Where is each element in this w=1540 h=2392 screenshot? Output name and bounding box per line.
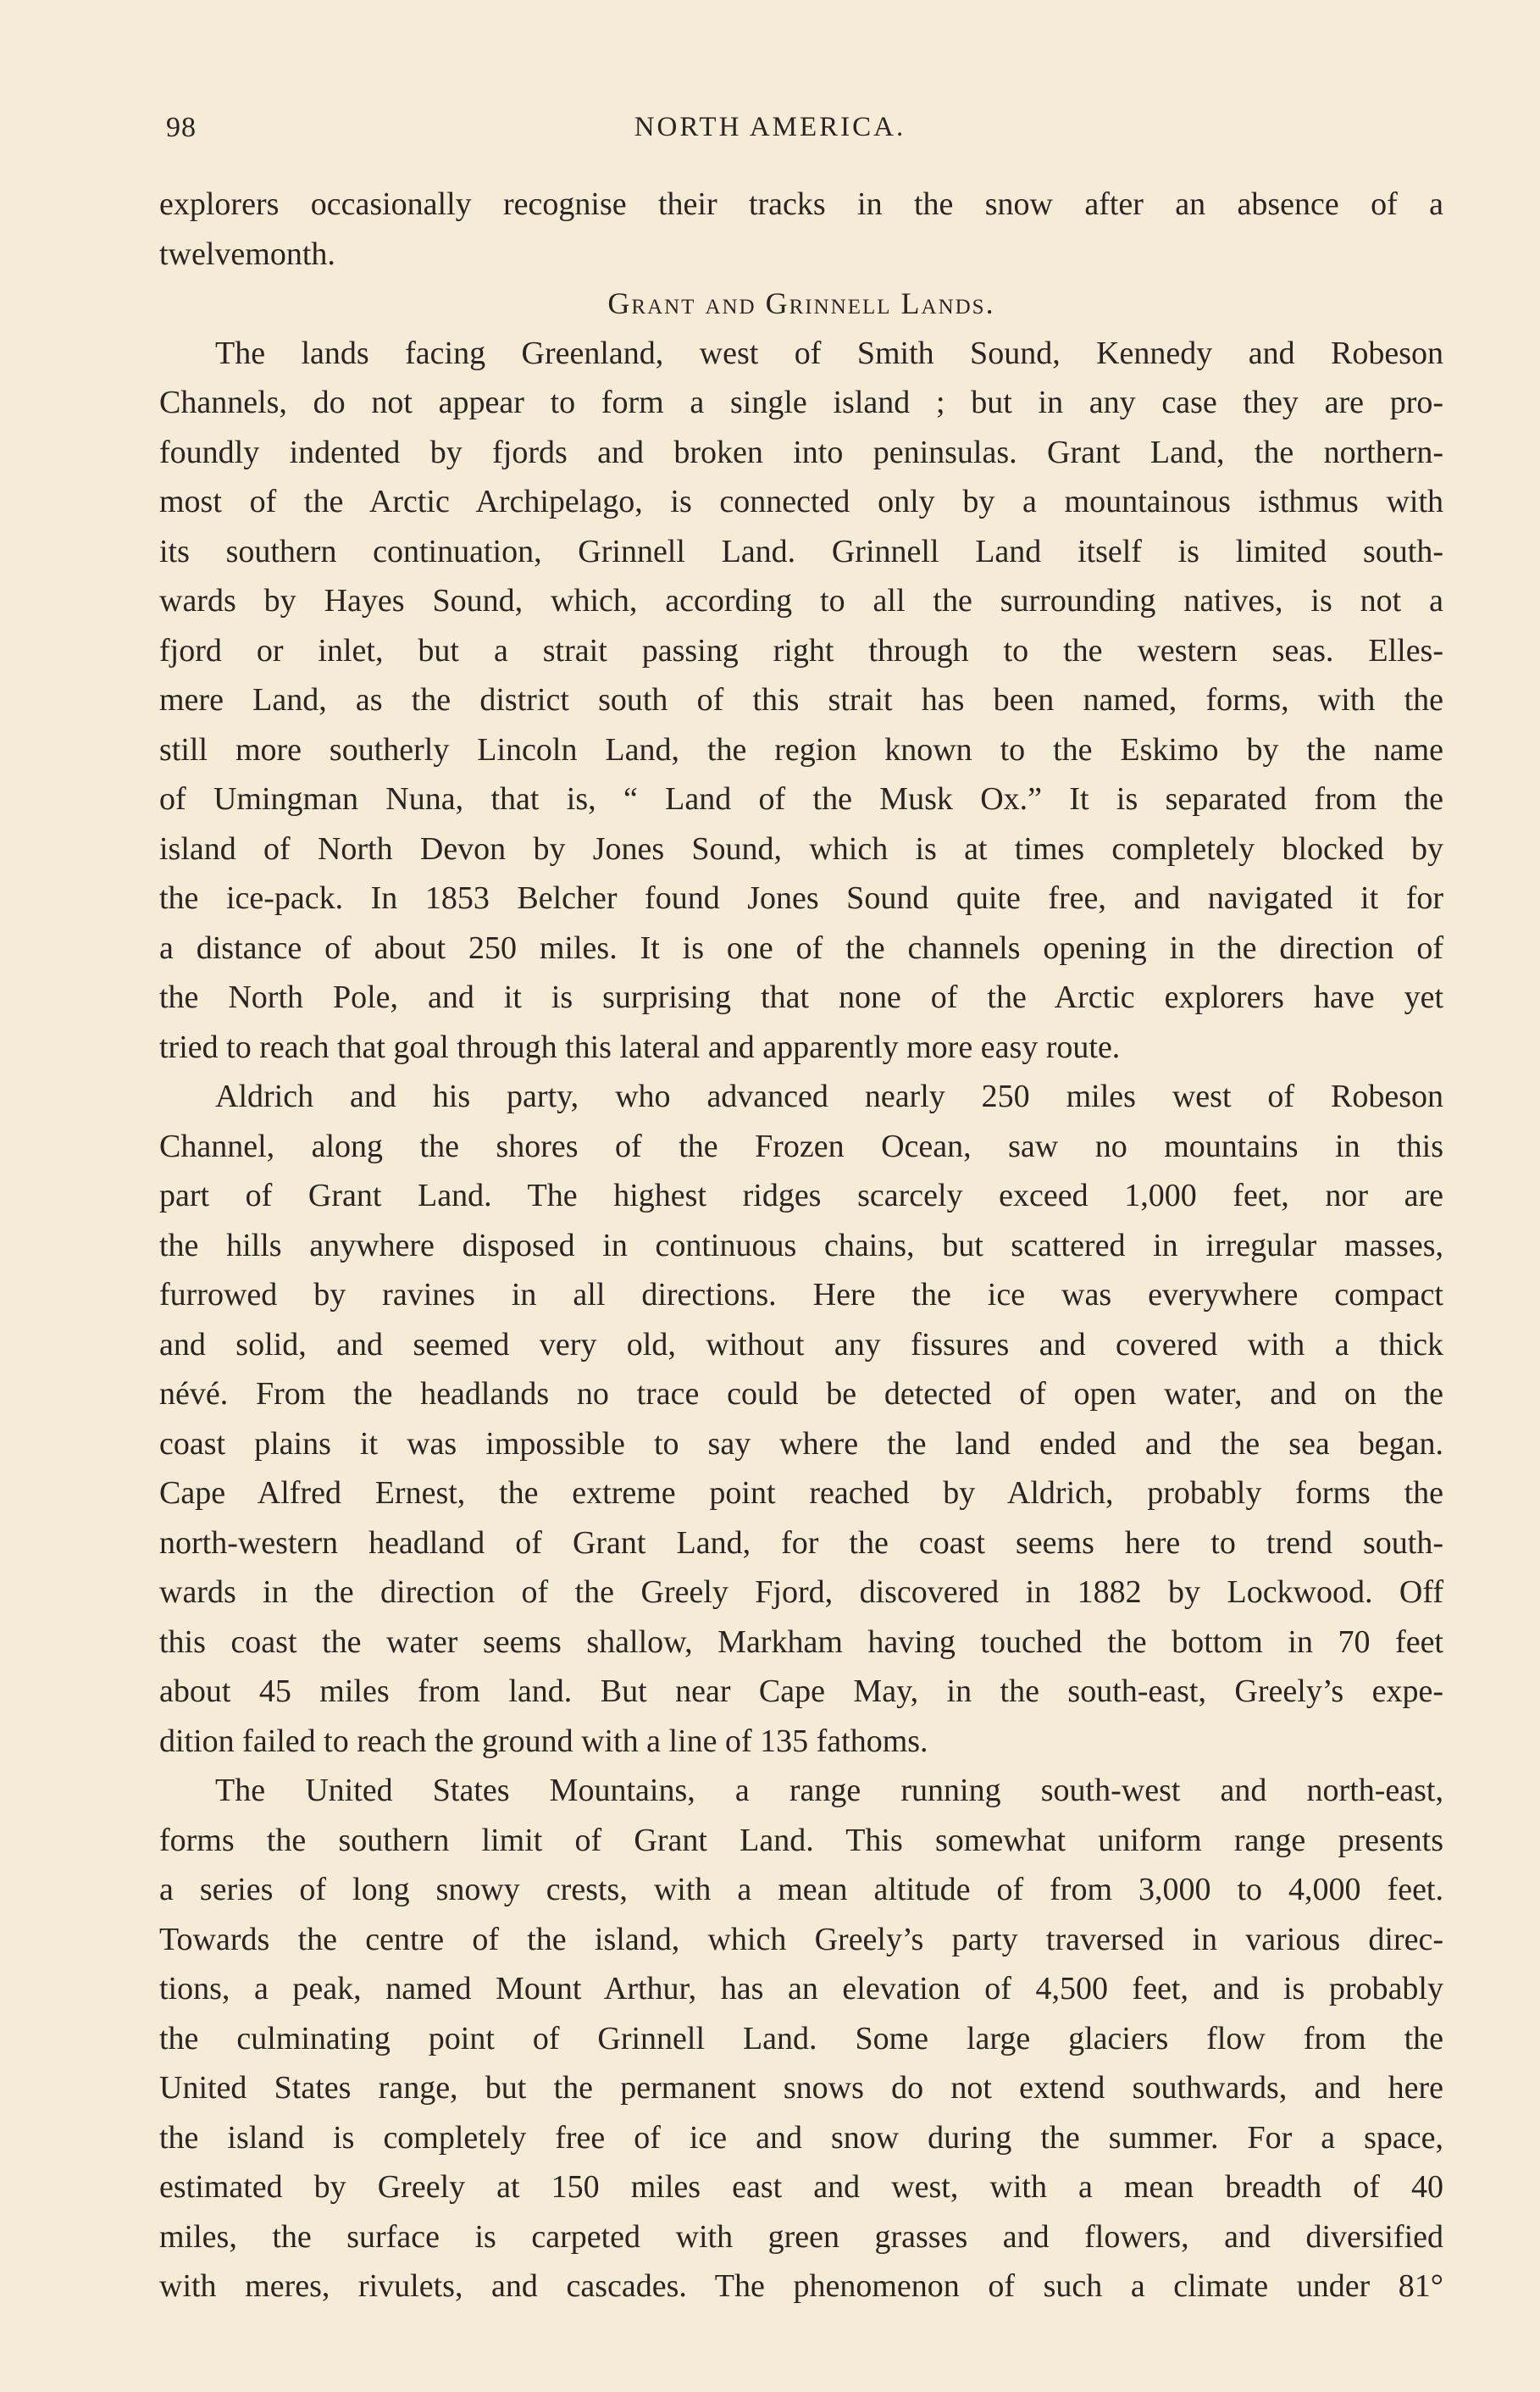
text-line: a series of long snowy crests, with a mean altitude of from 3,000 to 4,000 feet. (159, 1872, 1443, 1907)
text-line: of Umingman Nuna, that is, “ Land of the Musk Ox.” It is separated from the (159, 781, 1443, 817)
page-number: 98 (166, 112, 197, 143)
body-text (159, 180, 1443, 2312)
text-line: forms the southern limit of Grant Land. This somewhat uniform range presents (159, 1822, 1443, 1858)
running-title: NORTH AMERICA. (634, 112, 906, 142)
section-heading: Grant and Grinnell Lands. (607, 286, 995, 320)
text-line: dition failed to reach the ground with a line of 135 fathoms. (159, 1723, 928, 1759)
text-line: furrowed by ravines in all directions. Here the ice was everywhere compact (159, 1277, 1443, 1313)
text-line: wards in the direction of the Greely Fjord, discovered in 1882 by Lockwood. Off (159, 1574, 1443, 1610)
text-line: The United States Mountains, a range running south-west and north-east, (215, 1773, 1443, 1808)
text-line: north-western headland of Grant Land, for the coast seems here to trend south- (159, 1524, 1443, 1561)
text-line: the North Pole, and it is surprising that none of the Arctic explorers have yet (159, 980, 1443, 1015)
text-line: still more southerly Lincoln Land, the region known to the Eskimo by the name (159, 731, 1443, 768)
text-line: its southern continuation, Grinnell Land. Grinnell Land itself is limited south- (159, 533, 1443, 569)
text-line: wards by Hayes Sound, which, according to all the surrounding natives, is not a (159, 583, 1443, 619)
text-line: fjord or inlet, but a strait passing right through to the western seas. Elles- (159, 632, 1443, 669)
text-line: Channels, do not appear to form a single island ; but in any case they are pro- (159, 385, 1443, 420)
text-line: Cape Alfred Ernest, the extreme point reached by Aldrich, probably forms the (159, 1475, 1443, 1511)
text-line: a distance of about 250 miles. It is one of the channels opening in the direction of (159, 930, 1443, 966)
text-line: the ice-pack. In 1853 Belcher found Jones Sound quite free, and navigated it for (159, 880, 1443, 916)
text-line: névé. From the headlands no trace could be detected of open water, and on the (159, 1376, 1443, 1412)
text-line: foundly indented by fjords and broken into peninsulas. Grant Land, the northern- (159, 434, 1443, 470)
text-line: Channel, along the shores of the Frozen Ocean, saw no mountains in this (159, 1128, 1443, 1164)
text-line: explorers occasionally recognise their tracks in the snow after an absence of a (159, 186, 1443, 222)
text-line: about 45 miles from land. But near Cape May, in the south-east, Greely’s expe- (159, 1673, 1443, 1709)
text-line: most of the Arctic Archipelago, is connected only by a mountainous isthmus with (159, 484, 1443, 519)
text-line: twelvemonth. (159, 236, 335, 272)
text-line: and solid, and seemed very old, without any fissures and covered with a thick (159, 1326, 1443, 1362)
text-line: mere Land, as the district south of this strait has been named, forms, with the (159, 682, 1443, 718)
text-line: tried to reach that goal through this lateral and apparently more easy route. (159, 1029, 1121, 1065)
text-line: the island is completely free of ice and snow during the summer. For a space, (159, 2119, 1443, 2156)
text-line: The lands facing Greenland, west of Smith Sound, Kennedy and Robeson (215, 335, 1443, 371)
text-line: Aldrich and his party, who advanced nearly 250 miles west of Robeson (215, 1079, 1443, 1114)
text-line: United States range, but the permanent snows do not extend southwards, and here (159, 2070, 1443, 2106)
text-line: coast plains it was impossible to say where the land ended and the sea began. (159, 1425, 1443, 1462)
text-line: the culminating point of Grinnell Land. Some large glaciers flow from the (159, 2020, 1443, 2056)
text-line: with meres, rivulets, and cascades. The phenomenon of such a climate under 81° (159, 2268, 1443, 2304)
text-line: miles, the surface is carpeted with green grasses and flowers, and diversified (159, 2218, 1443, 2255)
text-line: tions, a peak, named Mount Arthur, has an elevation of 4,500 feet, and is probably (159, 1971, 1443, 2006)
text-line: this coast the water seems shallow, Markham having touched the bottom in 70 feet (159, 1623, 1443, 1660)
text-line: part of Grant Land. The highest ridges scarcely exceed 1,000 feet, nor are (159, 1178, 1443, 1213)
text-line: island of North Devon by Jones Sound, which is at times completely blocked by (159, 830, 1443, 867)
text-line: estimated by Greely at 150 miles east and west, with a mean breadth of 40 (159, 2169, 1443, 2205)
text-line: the hills anywhere disposed in continuous chains, but scattered in irregular masses, (159, 1227, 1443, 1263)
text-line: Towards the centre of the island, which Greely’s party traversed in various direc- (159, 1921, 1443, 1957)
